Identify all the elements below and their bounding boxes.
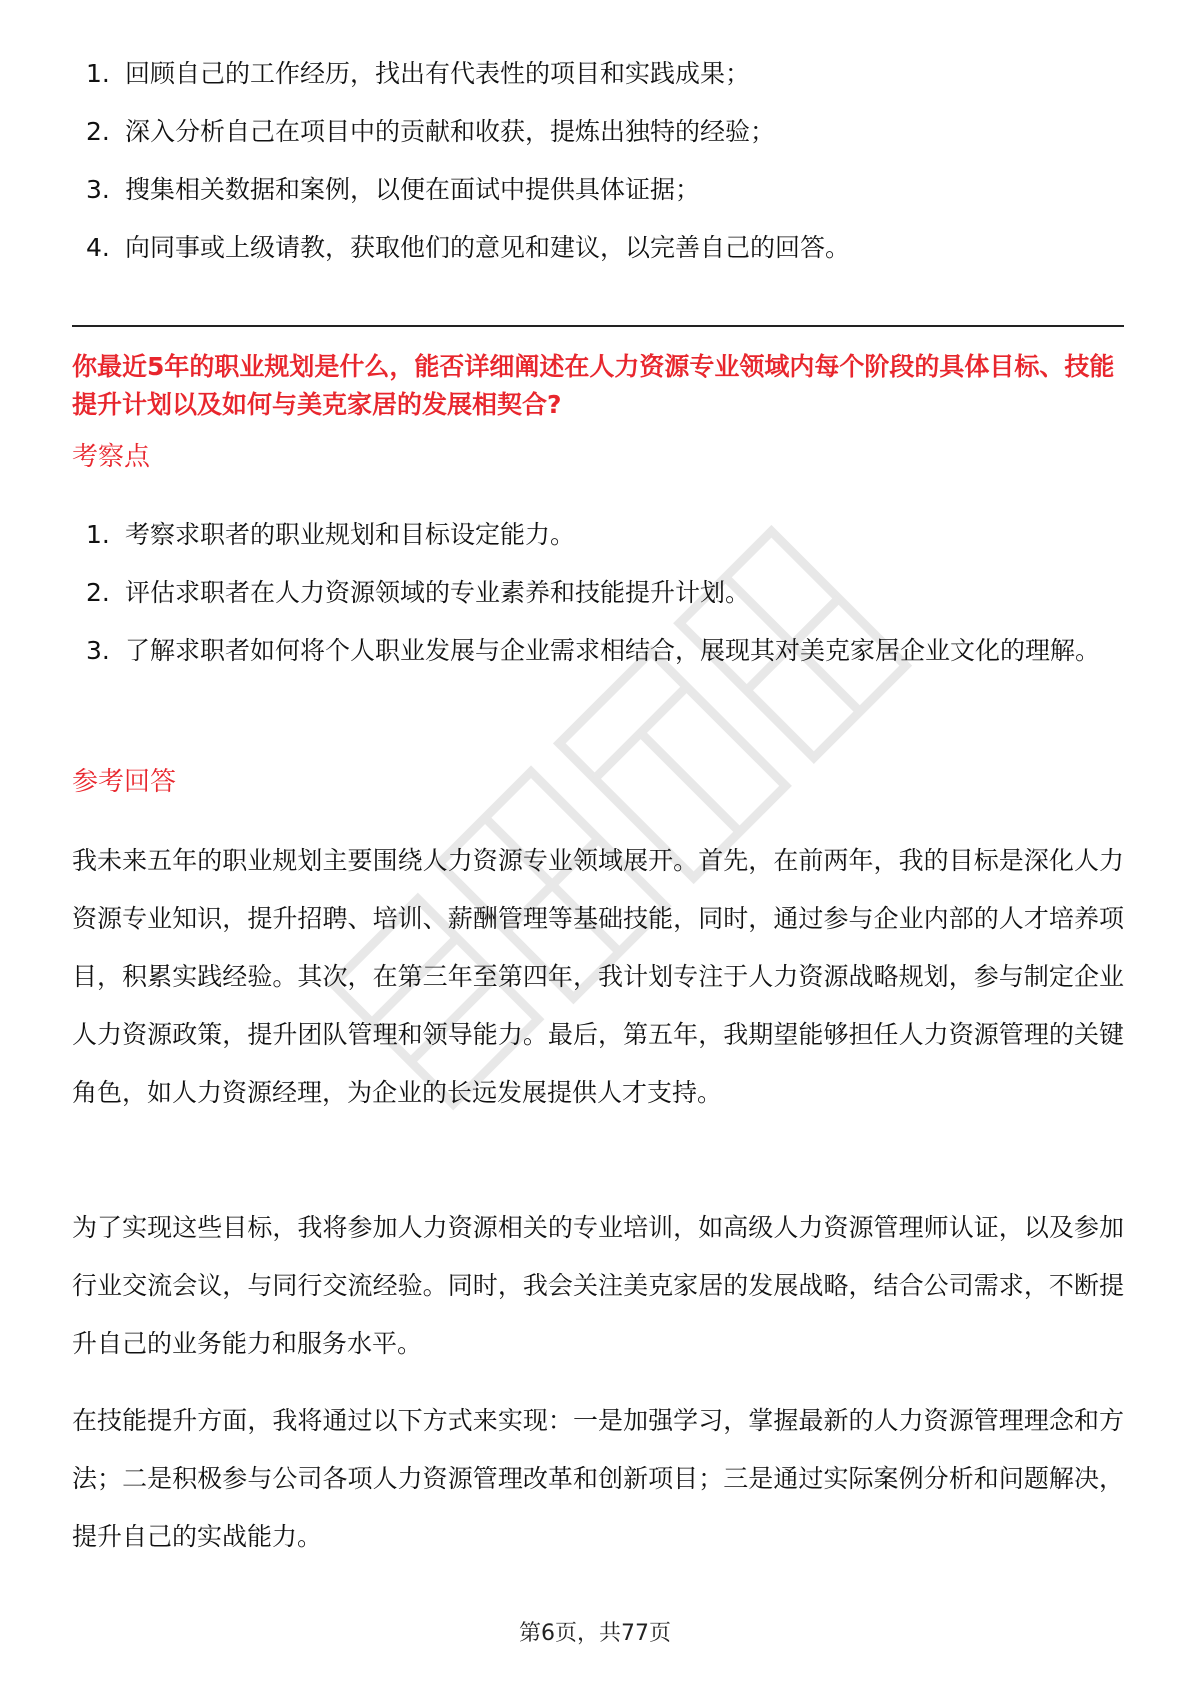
answer-paragraph: 在技能提升方面，我将通过以下方式来实现：一是加强学习，掌握最新的人力资源管理理念和方法；二是积极参与公司各项人力资源管理改革和创新项目；三是通过实际案例分析和问题解决，提升自己的实战能力。 — [72, 1406, 1124, 1551]
list-item — [72, 103, 1122, 161]
list-number: 1. — [86, 520, 110, 549]
list-text: 了解求职者如何将个人职业发展与企业需求相结合，展现其对美克家居企业文化的理解。 — [125, 636, 1101, 665]
interview-question: 你最近5年的职业规划是什么，能否详细阐述在人力资源专业领域内每个阶段的具体目标、技能提升计划以及如何与美克家居的发展相契合? — [72, 352, 1115, 419]
list-item — [72, 564, 1122, 622]
list-number: 2. — [86, 117, 110, 146]
check-points-heading: 考察点 — [72, 442, 151, 472]
list-item — [72, 622, 1122, 680]
list-number: 3. — [86, 175, 110, 204]
section-divider — [72, 325, 1124, 327]
reference-answer-heading: 参考回答 — [72, 767, 177, 797]
list-item — [72, 45, 1122, 103]
list-text: 向同事或上级请教，获取他们的意见和建议，以完善自己的回答。 — [125, 233, 851, 262]
list-number: 2. — [86, 578, 110, 607]
list-item — [72, 219, 1122, 277]
list-number: 1. — [86, 59, 110, 88]
answer-paragraph: 我未来五年的职业规划主要围绕人力资源专业领域展开。首先，在前两年，我的目标是深化人力资源专业知识，提升招聘、培训、薪酬管理等基础技能，同时，通过参与企业内部的人才培养项目，积累实践经验。其次，在第三年至第四年，我计划专注于人力资源战略规划，参与制定企业人力资源政策，提升团队管理和领导能力。最后，第五年，我期望能够担任人力资源管理的关键角色，如人力资源经理，为企业的长远发展提供人才支持。 — [72, 846, 1124, 1107]
check-points-list — [72, 506, 1122, 680]
list-text: 评估求职者在人力资源领域的专业素养和技能提升计划。 — [125, 578, 751, 607]
list-item — [72, 506, 1122, 564]
list-text: 考察求职者的职业规划和目标设定能力。 — [125, 520, 576, 549]
preparation-list — [72, 45, 1122, 277]
page-number: 第6页，共77页 — [519, 1621, 671, 1646]
list-text: 深入分析自己在项目中的贡献和收获，提炼出独特的经验； — [125, 117, 776, 146]
list-number: 4. — [86, 233, 110, 262]
answer-paragraph: 为了实现这些目标，我将参加人力资源相关的专业培训，如高级人力资源管理师认证，以及参加行业交流会议，与同行交流经验。同时，我会关注美克家居的发展战略，结合公司需求，不断提升自己的业务能力和服务水平。 — [72, 1213, 1124, 1358]
list-text: 搜集相关数据和案例，以便在面试中提供具体证据； — [125, 175, 701, 204]
list-text: 回顾自己的工作经历，找出有代表性的项目和实践成果； — [125, 59, 751, 88]
list-number: 3. — [86, 636, 110, 665]
list-item — [72, 161, 1122, 219]
